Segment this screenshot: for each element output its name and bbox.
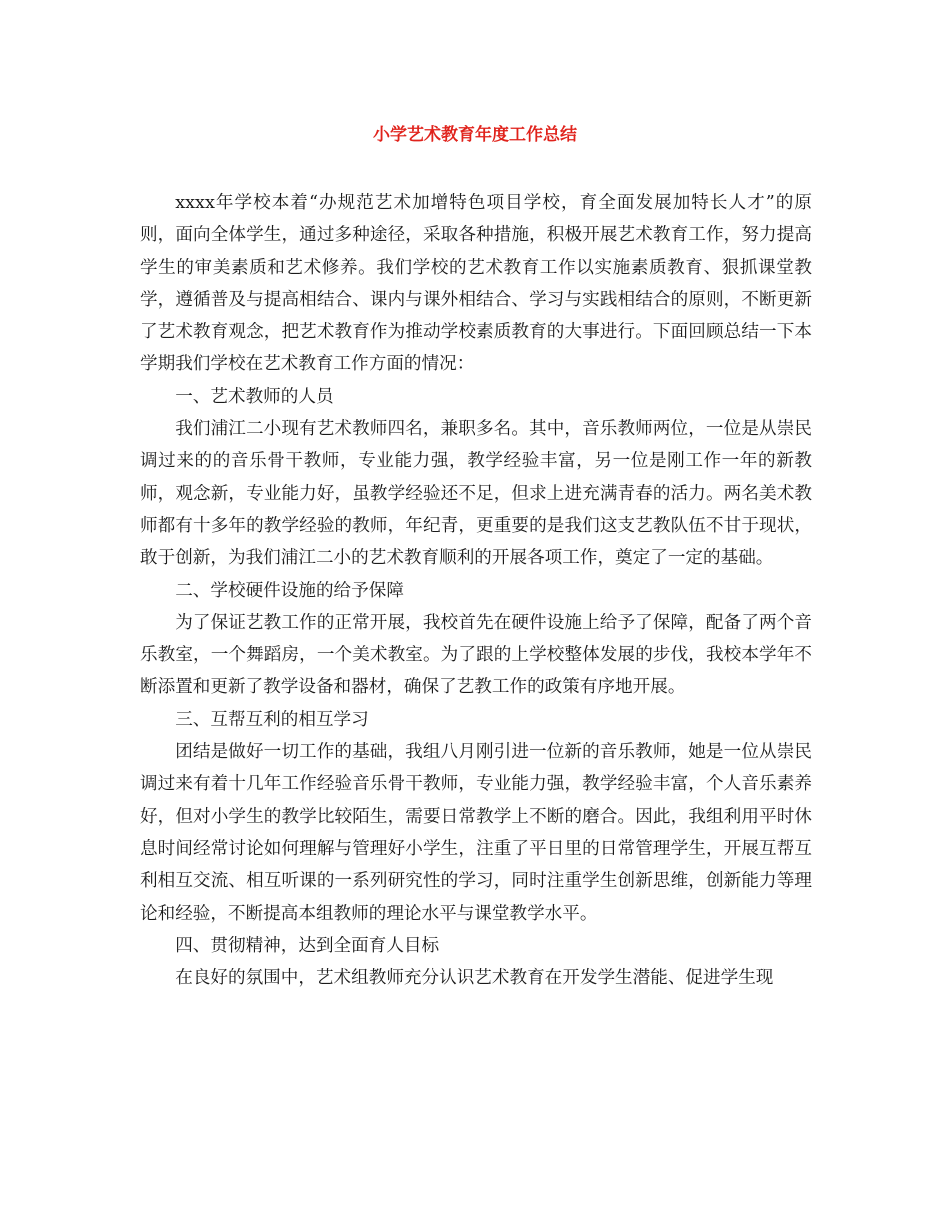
- section-heading-facilities: 二、学校硬件设施的给予保障: [175, 580, 404, 601]
- section-heading-teachers: 一、艺术教师的人员: [175, 386, 334, 407]
- mutual-learning-paragraph: 团结是做好一切工作的基础，我组八月刚引进一位新的音乐教师，她是一位从崇民调过来有着十几年工作经验音乐骨干教师，专业能力强，教学经验丰富，个人音乐素养好，但对小学生的教学比较陌生，需要日常教学上不断的磨合。因此，我组利用平时休息时间经常讨论如何理解与管理好小学生，注重了平日里的日常管理学生，开展互帮互利相互交流、相互听课的一系列研究性的学习，同时注重学生创新思维，创新能力等理论和经验，不断提高本组教师的理论水平与课堂教学水平。: [140, 742, 812, 924]
- section-heading-mutual-learning: 三、互帮互利的相互学习: [175, 709, 369, 730]
- document-title: 小学艺术教育年度工作总结: [373, 125, 577, 145]
- teachers-paragraph: 我们浦江二小现有艺术教师四名，兼职多名。其中，音乐教师两位，一位是从崇民调过来的的音乐骨干教师，专业能力强，教学经验丰富，另一位是刚工作一年的新教师，观念新，专业能力好，虽教学经验还不足，但求上进充满青春的活力。两名美术教师都有十多年的教学经验的教师，年纪青，更重要的是我们这支艺教队伍不甘于现状，敢于创新，为我们浦江二小的艺术教育顺利的开展各项工作，奠定了一定的基础。: [140, 419, 812, 569]
- section-heading-education-goals: 四、贯彻精神，达到全面育人目标: [175, 935, 440, 956]
- intro-paragraph: xxxx年学校本着“办规范艺术加增特色项目学校，育全面发展加特长人才”的原则，面向全体学生，通过多种途径，采取各种措施，积极开展艺术教育工作，努力提高学生的审美素质和艺术修养。我们学校的艺术教育工作以实施素质教育、狠抓课堂教学，遵循普及与提高相结合、课内与课外相结合、学习与实践相结合的原则，不断更新了艺术教育观念，把艺术教育作为推动学校素质教育的大事进行。下面回顾总结一下本学期我们学校在艺术教育工作方面的情况：: [140, 193, 812, 375]
- education-goals-paragraph: 在良好的氛围中，艺术组教师充分认识艺术教育在开发学生潜能、促进学生现: [175, 968, 774, 989]
- facilities-paragraph: 为了保证艺教工作的正常开展，我校首先在硬件设施上给予了保障，配备了两个音乐教室，一个舞蹈房，一个美术教室。为了跟的上学校整体发展的步伐，我校本学年不断添置和更新了教学设备和器材，确保了艺教工作的政策有序地开展。: [140, 612, 812, 698]
- document-body: [140, 187, 812, 994]
